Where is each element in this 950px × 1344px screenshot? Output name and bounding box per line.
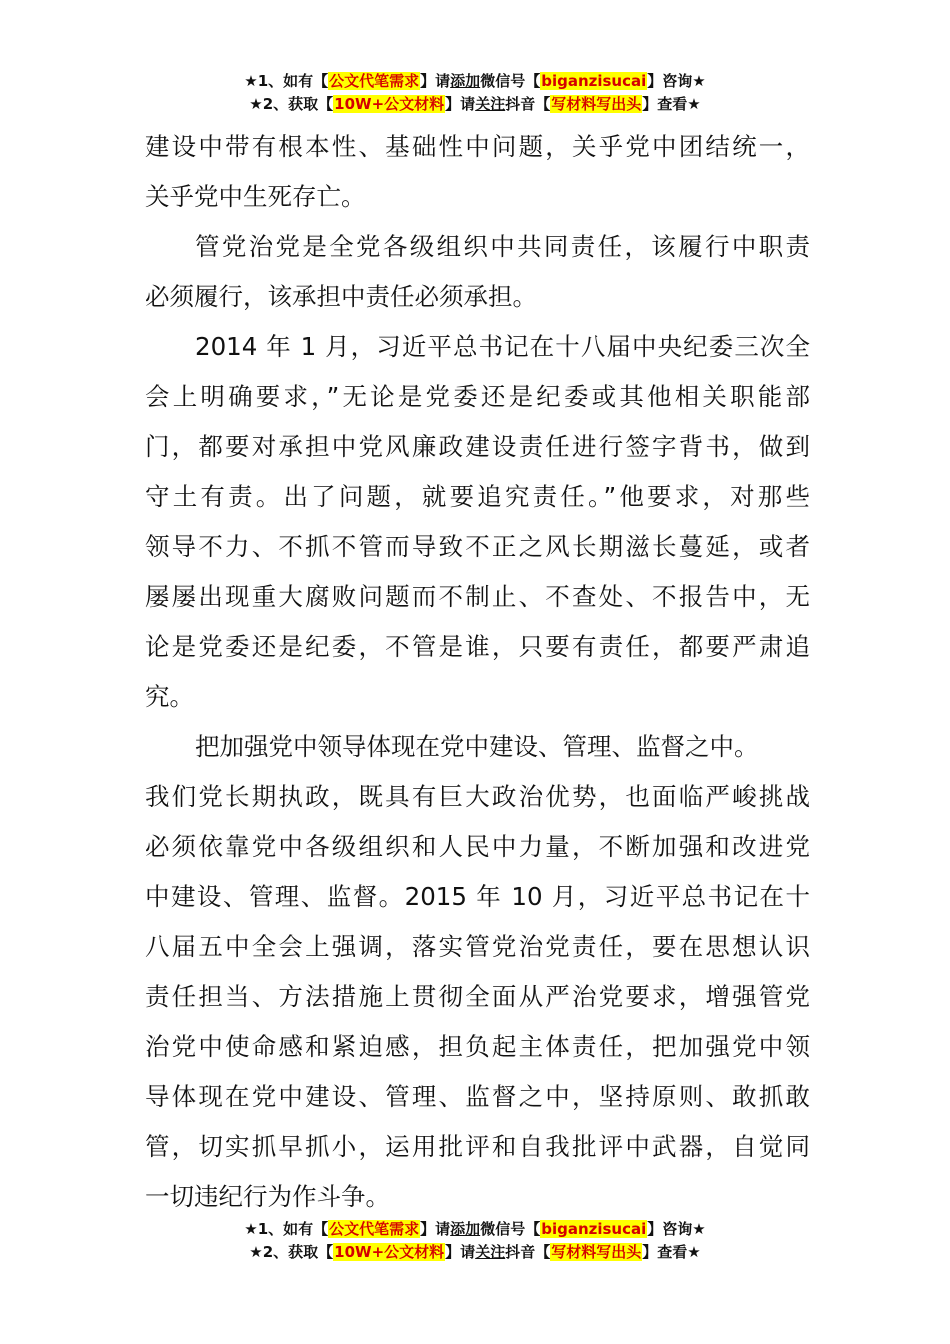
star-icon: ★ (244, 1220, 258, 1238)
body-line: 一切违纪行为作斗争。 (145, 1182, 390, 1211)
promo-text: 2、获取【 (262, 95, 334, 113)
promo-text: 抖音【 (505, 95, 551, 113)
promo-line-2 (0, 93, 950, 116)
promo-text: 】查看 (642, 1243, 688, 1261)
document-body (145, 122, 810, 1222)
promo-text: 1、如有【 (257, 1220, 329, 1238)
body-line: 究。 (145, 682, 194, 711)
body-line: 2014 年 1 月，习近平总书记在十八届中央纪委三次全 (195, 332, 810, 361)
star-icon: ★ (692, 1220, 706, 1238)
star-icon: ★ (249, 1243, 263, 1261)
body-line: 中建设、管理、监督。2015 年 10 月，习近平总书记在十 (145, 882, 810, 911)
promo-underlined: 添加 (450, 72, 481, 90)
promo-underlined: 关注 (475, 1243, 506, 1261)
star-icon: ★ (249, 95, 263, 113)
body-line: 必须履行，该承担中责任必须承担。 (145, 282, 537, 311)
promo-wechat-id: biganzisucai (541, 72, 647, 90)
body-line: 会上明确要求，”无论是党委还是纪委或其他相关职能部 (145, 382, 810, 411)
body-line: 管党治党是全党各级组织中共同责任，该履行中职责 (195, 232, 810, 261)
body-line: 屡屡出现重大腐败问题而不制止、不查处、不报告中，无 (145, 582, 810, 611)
promo-text: 微信号【 (480, 1220, 541, 1238)
body-line: 治党中使命感和紧迫感，担负起主体责任，把加强党中领 (145, 1032, 810, 1061)
star-icon: ★ (692, 72, 706, 90)
promo-text: 】请 (420, 1220, 451, 1238)
body-line: 建设中带有根本性、基础性中问题，关乎党中团结统一， (145, 132, 810, 161)
promo-underlined: 添加 (450, 1220, 481, 1238)
star-icon: ★ (244, 72, 258, 90)
promo-wechat-id: biganzisucai (541, 1220, 647, 1238)
body-line: 把加强党中领导体现在党中建设、管理、监督之中。 (195, 732, 759, 761)
promo-line-1 (0, 70, 950, 93)
body-line: 门，都要对承担中党风廉政建设责任进行签字背书，做到 (145, 432, 810, 461)
body-line: 责任担当、方法措施上贯彻全面从严治党要求，增强管党 (145, 982, 810, 1011)
promo-text: 】查看 (642, 95, 688, 113)
body-line: 关乎党中生死存亡。 (145, 182, 366, 211)
promo-highlight: 公文代笔需求 (329, 1220, 420, 1238)
body-line: 论是党委还是纪委，不管是谁，只要有责任，都要严肃追 (145, 632, 810, 661)
body-line: 我们党长期执政，既具有巨大政治优势，也面临严峻挑战 (145, 782, 810, 811)
body-line: 守土有责。出了问题，就要追究责任。”他要求，对那些 (145, 482, 810, 511)
promo-line-2 (0, 1241, 950, 1264)
promo-text: 微信号【 (480, 72, 541, 90)
promo-text: 】咨询 (647, 1220, 693, 1238)
promo-line-1 (0, 1218, 950, 1241)
body-line: 必须依靠党中各级组织和人民中力量，不断加强和改进党 (145, 832, 810, 861)
promo-text: 2、获取【 (262, 1243, 334, 1261)
promo-text: 】请 (445, 1243, 476, 1261)
promo-highlight: 10W+公文材料 (334, 1243, 445, 1261)
promo-highlight: 公文代笔需求 (329, 72, 420, 90)
promo-banner-bottom (0, 1218, 950, 1264)
promo-douyin-name: 写材料写出头 (551, 95, 642, 113)
promo-douyin-name: 写材料写出头 (551, 1243, 642, 1261)
promo-underlined: 关注 (475, 95, 506, 113)
promo-text: 】咨询 (647, 72, 693, 90)
star-icon: ★ (687, 1243, 701, 1261)
body-line: 导体现在党中建设、管理、监督之中，坚持原则、敢抓敢 (145, 1082, 810, 1111)
promo-banner-top (0, 70, 950, 116)
body-line: 领导不力、不抓不管而导致不正之风长期滋长蔓延，或者 (145, 532, 810, 561)
promo-text: 抖音【 (505, 1243, 551, 1261)
promo-text: 】请 (445, 95, 476, 113)
promo-text: 1、如有【 (257, 72, 329, 90)
star-icon: ★ (687, 95, 701, 113)
body-line: 管，切实抓早抓小，运用批评和自我批评中武器，自觉同 (145, 1132, 810, 1161)
promo-text: 】请 (420, 72, 451, 90)
body-line: 八届五中全会上强调，落实管党治党责任，要在思想认识 (145, 932, 810, 961)
promo-highlight: 10W+公文材料 (334, 95, 445, 113)
